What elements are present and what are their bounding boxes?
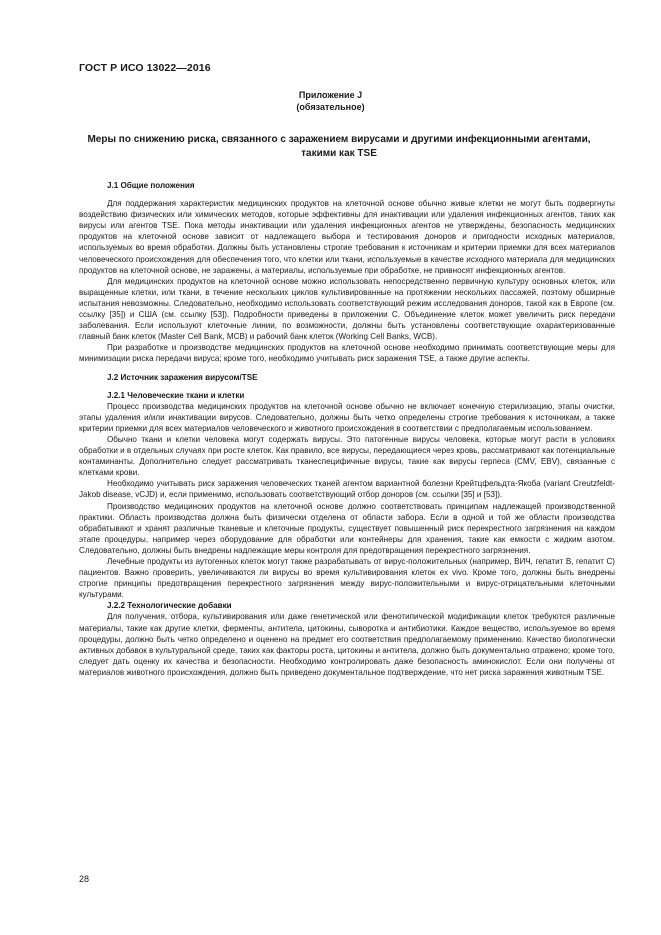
page-number: 28 (79, 874, 90, 884)
paragraph: Производство медицинских продуктов на клеточной основе должно соответствовать принципам надлежащей производственной практики. Область производства должна быть физически отделена от области забора. Если в одной и той же области производства обрабатывают и хранят различные тканевые и клеточные продукты, существует повышенный риск перекрестного загрязнения на каждом этапе процедуры, например через оборудование для обработки или контейнеры для хранения, такие как емкости с жидким азотом. Следовательно, должны быть внедрены надлежащие меры контроля для предотвращения перекрестного загрязнения. (79, 501, 615, 555)
paragraph: Для получения, отбора, культивирования или даже генетической или фенотипической модификации клеток требуются различные материалы, такие как другие клетки, ферменты, антитела, цитокины, сыворотка и антибиотики. Каждое вещество, используемое во время процедуры, должно быть четко определено и оценено на предмет его соответствия предполагаемому применению. Качество биологически активных добавок в культуральной среде, таких как факторы роста, цитокины и антитела, должно быть документально отражено; кроме того, следует дать оценку их качества и безопасности. Необходимо контролировать даже безопасность аминокислот. Если они получены от материалов животного происхождения, должно быть приведено документальное подтверждение, что нет риска заражения животным TSE. (79, 612, 615, 677)
paragraph: Обычно ткани и клетки человека могут содержать вирусы. Это патогенные вирусы человека, которые могут расти в условиях обработки и в отдельных случаях при росте клеток. Как правило, все вирусы, передающиеся через кровь, рассматривают как потенциальные контаминанты. Дополнительно следует рассматривать тканеспецифичные вирусы, такие как вирусы герпеса (CMV, EBV), связанные с клетками крови. (79, 434, 615, 478)
annex-label: Приложение J (298, 90, 363, 100)
section-heading-j2: J.2 Источник заражения вирусом/TSE (107, 372, 258, 382)
annex-title: Меры по снижению риска, связанного с заражением вирусами и другими инфекционными агентами, такими как TSE (87, 134, 591, 159)
section-heading-j1: J.1 Общие положения (107, 181, 195, 190)
paragraph: Необходимо учитывать риск заражения человеческих тканей агентом вариантной болезни Крейтцфельдта-Якоба (variant Creutzfeldt-Jakob disease, vCJD) и, если применимо, использовать соответствующий отбор доноров (см. ссылки [35] и [53]). (79, 479, 615, 500)
paragraph: Лечебные продукты из аутогенных клеток могут также разрабатывать от вирус-положительных (например, ВИЧ, гепатит В, гепатит С) пациентов. Важно проверить, увеличиваются ли вирусы во время культивирования клеток ex vivo. Кроме того, должны быть внедрены строгие принципы предотвращения перекрестного загрязнения между вирус-положительными и вирус-отрицательными клеточными культурами. (79, 557, 615, 600)
subsection-heading-j21: J.2.1 Человеческие ткани и клетки (107, 390, 245, 400)
standard-designation: ГОСТ Р ИСО 13022—2016 (79, 62, 211, 74)
document-body (79, 180, 615, 678)
paragraph: Процесс производства медицинских продуктов на клеточной основе обычно не включает конечную стерилизацию, этапы очистки, этапы удаления и/или инактивации вирусов. Следовательно, должны быть четко определены строгие требования к источникам, а также критерии приемки для всех материалов человеческого и животного происхождения в соответствии с предполагаемым использованием. (79, 401, 615, 433)
paragraph: При разработке и производстве медицинских продуктов на клеточной основе необходимо принимать соответствующие меры для минимизации риска передачи вируса; кроме того, необходимо учитывать риск заражения TSE, а также другие аспекты. (79, 343, 615, 364)
paragraph: Для медицинских продуктов на клеточной основе можно использовать непосредственно первичную культуру основных клеток, или выращенные клетки, или ткани, в течение нескольких циклов культивированные на протяжении нескольких пассажей, поэтому обширные испытания невозможны. Следовательно, необходимо использовать соответствующий режим исследования доноров, такой как в Европе (см. ссылку [35]) и США (см. ссылку [53]). Подробности приведены в приложении С. Объединение клеток может увеличить риск передачи заболевания. Если используют клеточные линии, по возможности, должны быть установлены соответствующие охарактеризованные главный банк клеток (Master Cell Bank, MCB) и рабочий банк клеток (Working Cell Banks, WCB). (79, 276, 615, 342)
annex-status: (обязательное) (296, 102, 365, 112)
subsection-heading-j22: J.2.2 Технологические добавки (107, 601, 232, 611)
paragraph: Для поддержания характеристик медицинских продуктов на клеточной основе обычно живые клетки не могут быть подвергнуты воздействию физических или химических методов, которые эффективны для инактивации или удаления инфекционных агентов, таких как вирусы или агентов TSE. Пока методы инактивации или удаления инфекционных агентов не утверждены, безопасность медицинских продуктов на клеточной основе зависит от надлежащего выбора и тестирования доноров и пригодности исходных материалов, используемых во время обработки. Должны быть установлены строгие требования к источникам и критерии приемки для всех материалов человеческого происхождения для обеспечения того, что клетки или ткани, используемые в качестве исходного материала для медицинских продуктов на клеточной основе, не заражены, а материалы, используемые при обработке, не привносят инфекционных агентов. (79, 199, 615, 275)
